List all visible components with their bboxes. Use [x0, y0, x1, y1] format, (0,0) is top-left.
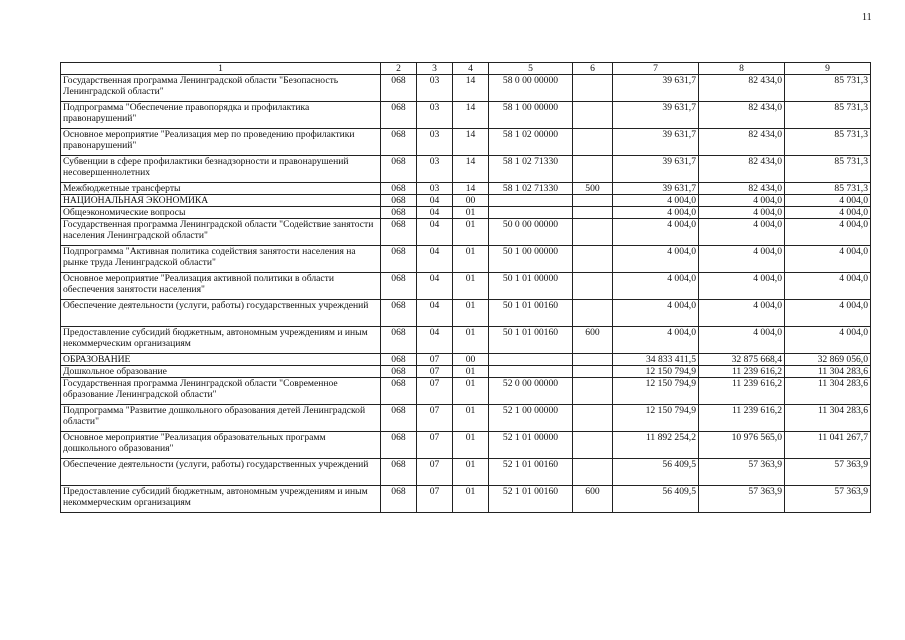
- table-row: [61, 327, 871, 354]
- row-name: Государственная программа Ленинградской области "Содействие занятости населения Ленинградской области": [61, 219, 381, 246]
- table-row: [61, 432, 871, 459]
- row-target-article: 50 0 00 00000: [489, 219, 573, 246]
- row-name: Субвенции в сфере профилактики безнадзорности и правонарушений несовершеннолетних: [61, 156, 381, 183]
- row-amount-col9: 85 731,3: [785, 75, 871, 102]
- row-amount-col9: 85 731,3: [785, 156, 871, 183]
- row-target-article: 52 1 00 00000: [489, 405, 573, 432]
- row-target-article: [489, 207, 573, 219]
- row-amount-col9: 11 304 283,6: [785, 405, 871, 432]
- row-amount-col7: 4 004,0: [613, 219, 699, 246]
- table-row: [61, 75, 871, 102]
- row-amount-col9: 4 004,0: [785, 219, 871, 246]
- row-amount-col9: 4 004,0: [785, 195, 871, 207]
- row-name: Межбюджетные трансферты: [61, 183, 381, 195]
- row-admin-code: 068: [381, 486, 417, 513]
- row-amount-col7: 4 004,0: [613, 246, 699, 273]
- row-admin-code: 068: [381, 195, 417, 207]
- row-amount-col7: 4 004,0: [613, 273, 699, 300]
- row-expense-type: [573, 207, 613, 219]
- row-expense-type: [573, 366, 613, 378]
- row-name: НАЦИОНАЛЬНАЯ ЭКОНОМИКА: [61, 195, 381, 207]
- row-amount-col8: 11 239 616,2: [699, 378, 785, 405]
- row-expense-type: [573, 246, 613, 273]
- row-amount-col7: 39 631,7: [613, 102, 699, 129]
- column-header: 6: [573, 63, 613, 75]
- row-target-article: 58 1 02 71330: [489, 156, 573, 183]
- row-name: Общеэкономические вопросы: [61, 207, 381, 219]
- table-row: [61, 246, 871, 273]
- row-section: 04: [417, 219, 453, 246]
- row-name: Основное мероприятие "Реализация мер по проведению профилактики правонарушений": [61, 129, 381, 156]
- row-expense-type: [573, 432, 613, 459]
- row-section: 03: [417, 75, 453, 102]
- table-row: [61, 156, 871, 183]
- row-name: Основное мероприятие "Реализация активной политики в области обеспечения занятости населения": [61, 273, 381, 300]
- row-expense-type: [573, 75, 613, 102]
- row-section: 07: [417, 405, 453, 432]
- row-expense-type: [573, 102, 613, 129]
- column-header: 3: [417, 63, 453, 75]
- row-amount-col8: 82 434,0: [699, 102, 785, 129]
- row-amount-col9: 4 004,0: [785, 246, 871, 273]
- row-expense-type: 600: [573, 327, 613, 354]
- row-subsection: 14: [453, 129, 489, 156]
- row-amount-col7: 39 631,7: [613, 129, 699, 156]
- row-name: Обеспечение деятельности (услуги, работы) государственных учреждений: [61, 459, 381, 486]
- row-amount-col8: 4 004,0: [699, 273, 785, 300]
- row-section: 07: [417, 459, 453, 486]
- row-subsection: 00: [453, 195, 489, 207]
- row-admin-code: 068: [381, 459, 417, 486]
- row-amount-col8: 32 875 668,4: [699, 354, 785, 366]
- table-row: [61, 405, 871, 432]
- row-amount-col9: 57 363,9: [785, 486, 871, 513]
- row-amount-col7: 11 892 254,2: [613, 432, 699, 459]
- row-amount-col8: 4 004,0: [699, 246, 785, 273]
- row-subsection: 14: [453, 183, 489, 195]
- table-row: [61, 459, 871, 486]
- column-header: 5: [489, 63, 573, 75]
- row-name: Обеспечение деятельности (услуги, работы) государственных учреждений: [61, 300, 381, 327]
- row-admin-code: 068: [381, 327, 417, 354]
- row-subsection: 14: [453, 75, 489, 102]
- row-subsection: 01: [453, 219, 489, 246]
- row-amount-col8: 57 363,9: [699, 486, 785, 513]
- row-expense-type: [573, 219, 613, 246]
- budget-table: [60, 62, 871, 513]
- row-section: 07: [417, 366, 453, 378]
- row-admin-code: 068: [381, 207, 417, 219]
- row-section: 07: [417, 432, 453, 459]
- table-row: [61, 195, 871, 207]
- row-amount-col9: 11 041 267,7: [785, 432, 871, 459]
- row-admin-code: 068: [381, 300, 417, 327]
- row-name: Предоставление субсидий бюджетным, автономным учреждениям и иным некоммерческим организациям: [61, 486, 381, 513]
- row-name: Подпрограмма "Активная политика содействия занятости населения на рынке труда Ленинградской области": [61, 246, 381, 273]
- row-section: 04: [417, 246, 453, 273]
- table-row: [61, 207, 871, 219]
- row-subsection: 00: [453, 354, 489, 366]
- row-amount-col7: 56 409,5: [613, 486, 699, 513]
- row-target-article: 50 1 01 00160: [489, 327, 573, 354]
- row-amount-col7: 39 631,7: [613, 75, 699, 102]
- row-amount-col7: 12 150 794,9: [613, 405, 699, 432]
- row-name: Подпрограмма "Развитие дошкольного образования детей Ленинградской области": [61, 405, 381, 432]
- row-subsection: 01: [453, 207, 489, 219]
- row-amount-col9: 85 731,3: [785, 183, 871, 195]
- row-amount-col7: 4 004,0: [613, 207, 699, 219]
- row-name: Государственная программа Ленинградской области "Безопасность Ленинградской области": [61, 75, 381, 102]
- row-expense-type: [573, 378, 613, 405]
- row-amount-col9: 11 304 283,6: [785, 366, 871, 378]
- row-amount-col9: 4 004,0: [785, 273, 871, 300]
- table-row: [61, 354, 871, 366]
- row-admin-code: 068: [381, 432, 417, 459]
- row-subsection: 01: [453, 378, 489, 405]
- row-amount-col9: 4 004,0: [785, 300, 871, 327]
- row-subsection: 01: [453, 459, 489, 486]
- row-amount-col8: 82 434,0: [699, 156, 785, 183]
- row-amount-col7: 12 150 794,9: [613, 378, 699, 405]
- row-amount-col9: 57 363,9: [785, 459, 871, 486]
- row-expense-type: [573, 300, 613, 327]
- row-amount-col7: 34 833 411,5: [613, 354, 699, 366]
- row-section: 03: [417, 102, 453, 129]
- row-target-article: 58 1 02 00000: [489, 129, 573, 156]
- row-amount-col8: 82 434,0: [699, 183, 785, 195]
- table-row: [61, 366, 871, 378]
- row-subsection: 01: [453, 273, 489, 300]
- row-target-article: 50 1 00 00000: [489, 246, 573, 273]
- row-amount-col8: 4 004,0: [699, 300, 785, 327]
- row-subsection: 01: [453, 327, 489, 354]
- row-admin-code: 068: [381, 378, 417, 405]
- column-header: 7: [613, 63, 699, 75]
- row-section: 03: [417, 129, 453, 156]
- row-target-article: 58 1 00 00000: [489, 102, 573, 129]
- row-expense-type: 500: [573, 183, 613, 195]
- row-section: 07: [417, 486, 453, 513]
- table-body: [61, 75, 871, 513]
- row-amount-col9: 32 869 056,0: [785, 354, 871, 366]
- row-admin-code: 068: [381, 405, 417, 432]
- row-amount-col9: 85 731,3: [785, 129, 871, 156]
- row-expense-type: [573, 354, 613, 366]
- row-subsection: 01: [453, 366, 489, 378]
- table-row: [61, 219, 871, 246]
- row-expense-type: [573, 195, 613, 207]
- row-section: 04: [417, 300, 453, 327]
- table-row: [61, 300, 871, 327]
- column-header: 4: [453, 63, 489, 75]
- row-target-article: [489, 195, 573, 207]
- row-admin-code: 068: [381, 102, 417, 129]
- row-section: 07: [417, 354, 453, 366]
- row-target-article: 52 1 01 00160: [489, 486, 573, 513]
- row-amount-col7: 39 631,7: [613, 183, 699, 195]
- row-section: 03: [417, 183, 453, 195]
- column-header: 1: [61, 63, 381, 75]
- row-target-article: 58 0 00 00000: [489, 75, 573, 102]
- page-number: 11: [862, 12, 872, 23]
- row-admin-code: 068: [381, 273, 417, 300]
- header-row: [61, 63, 871, 75]
- row-amount-col8: 4 004,0: [699, 327, 785, 354]
- table-row: [61, 102, 871, 129]
- row-expense-type: [573, 405, 613, 432]
- row-section: 04: [417, 195, 453, 207]
- row-amount-col7: 12 150 794,9: [613, 366, 699, 378]
- row-section: 04: [417, 273, 453, 300]
- row-amount-col8: 10 976 565,0: [699, 432, 785, 459]
- table-row: [61, 129, 871, 156]
- column-header: 8: [699, 63, 785, 75]
- row-amount-col9: 11 304 283,6: [785, 378, 871, 405]
- row-section: 04: [417, 327, 453, 354]
- row-amount-col8: 4 004,0: [699, 219, 785, 246]
- row-name: Дошкольное образование: [61, 366, 381, 378]
- row-subsection: 14: [453, 102, 489, 129]
- table-row: [61, 378, 871, 405]
- row-amount-col9: 85 731,3: [785, 102, 871, 129]
- row-target-article: 50 1 01 00160: [489, 300, 573, 327]
- row-expense-type: [573, 156, 613, 183]
- row-admin-code: 068: [381, 354, 417, 366]
- row-expense-type: 600: [573, 486, 613, 513]
- row-subsection: 01: [453, 405, 489, 432]
- row-admin-code: 068: [381, 75, 417, 102]
- row-expense-type: [573, 273, 613, 300]
- row-target-article: [489, 366, 573, 378]
- row-amount-col8: 11 239 616,2: [699, 366, 785, 378]
- row-name: Подпрограмма "Обеспечение правопорядка и профилактика правонарушений": [61, 102, 381, 129]
- row-amount-col7: 4 004,0: [613, 300, 699, 327]
- row-subsection: 01: [453, 432, 489, 459]
- row-amount-col7: 56 409,5: [613, 459, 699, 486]
- row-name: ОБРАЗОВАНИЕ: [61, 354, 381, 366]
- table-row: [61, 273, 871, 300]
- row-subsection: 01: [453, 486, 489, 513]
- row-admin-code: 068: [381, 366, 417, 378]
- row-amount-col8: 57 363,9: [699, 459, 785, 486]
- row-target-article: 52 1 01 00000: [489, 432, 573, 459]
- row-amount-col9: 4 004,0: [785, 207, 871, 219]
- row-amount-col8: 82 434,0: [699, 129, 785, 156]
- row-target-article: 52 1 01 00160: [489, 459, 573, 486]
- row-admin-code: 068: [381, 219, 417, 246]
- column-header: 2: [381, 63, 417, 75]
- row-section: 04: [417, 207, 453, 219]
- row-target-article: 52 0 00 00000: [489, 378, 573, 405]
- row-amount-col7: 4 004,0: [613, 195, 699, 207]
- column-header: 9: [785, 63, 871, 75]
- table-row: [61, 183, 871, 195]
- row-admin-code: 068: [381, 129, 417, 156]
- row-amount-col8: 11 239 616,2: [699, 405, 785, 432]
- row-admin-code: 068: [381, 246, 417, 273]
- row-amount-col7: 39 631,7: [613, 156, 699, 183]
- row-name: Государственная программа Ленинградской области "Современное образование Ленинградской области": [61, 378, 381, 405]
- row-amount-col8: 4 004,0: [699, 195, 785, 207]
- row-name: Основное мероприятие "Реализация образовательных программ дошкольного образования": [61, 432, 381, 459]
- row-expense-type: [573, 129, 613, 156]
- row-target-article: 50 1 01 00000: [489, 273, 573, 300]
- row-target-article: [489, 354, 573, 366]
- row-amount-col8: 82 434,0: [699, 75, 785, 102]
- row-admin-code: 068: [381, 156, 417, 183]
- row-expense-type: [573, 459, 613, 486]
- row-name: Предоставление субсидий бюджетным, автономным учреждениям и иным некоммерческим организациям: [61, 327, 381, 354]
- row-amount-col7: 4 004,0: [613, 327, 699, 354]
- row-target-article: 58 1 02 71330: [489, 183, 573, 195]
- row-section: 07: [417, 378, 453, 405]
- row-subsection: 14: [453, 156, 489, 183]
- row-section: 03: [417, 156, 453, 183]
- row-amount-col8: 4 004,0: [699, 207, 785, 219]
- row-subsection: 01: [453, 300, 489, 327]
- table-row: [61, 486, 871, 513]
- row-subsection: 01: [453, 246, 489, 273]
- row-admin-code: 068: [381, 183, 417, 195]
- row-amount-col9: 4 004,0: [785, 327, 871, 354]
